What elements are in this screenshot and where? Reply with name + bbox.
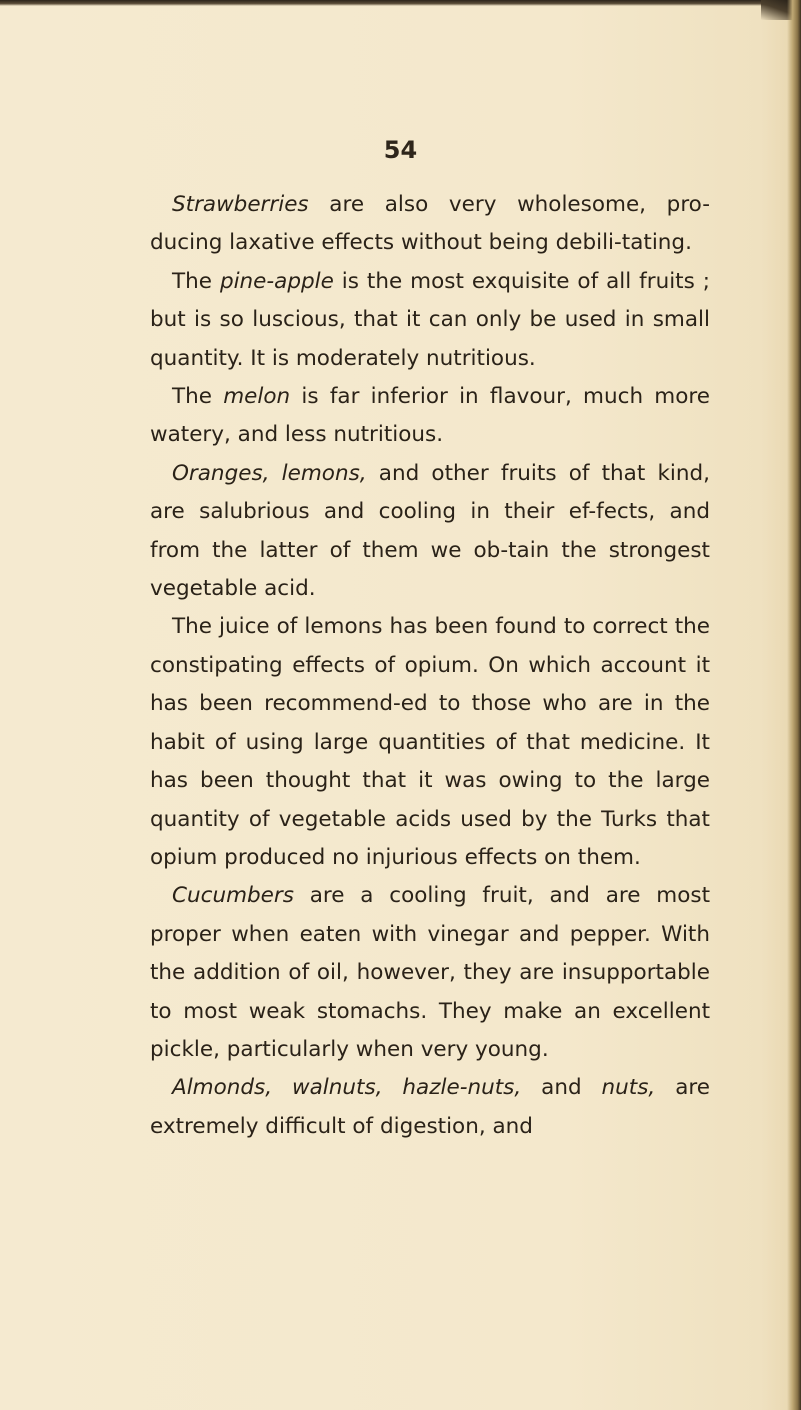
page-binding-edge: [787, 0, 801, 1410]
term-almonds-walnuts: Almonds, walnuts, hazle-nuts,: [172, 1075, 522, 1101]
term-pine-apple: pine-apple: [219, 268, 334, 294]
paragraph-strawberries: [150, 186, 710, 263]
paragraph-oranges: [150, 455, 710, 609]
paragraph-text: are also very wholesome, pro-ducing laxative effects without being debili-tating.: [150, 192, 710, 256]
paragraph-text: are a cooling fruit, and are most proper when eaten with vinegar and pepper. With the addition of oil, however, they are insupportable to most weak stomachs. They make an excellent pickle, particularly when very young.: [150, 883, 710, 1062]
paragraph-text: The juice of lemons has been found to correct the constipating effects of opium. On which account it has been recommend-ed to those who are in the habit of using large quantities of that medicine. It has been thought that it was owing to the large quantity of vegetable acids used by the Turks that opium produced no injurious effects on them.: [150, 614, 710, 870]
term-melon: melon: [223, 384, 291, 410]
paragraph-cucumbers: [150, 877, 710, 1069]
term-oranges-lemons: Oranges, lemons,: [172, 460, 367, 486]
paragraph-text: is far inferior in flavour, much more watery, and less nutritious.: [150, 384, 710, 448]
paragraph-lemon-juice: [150, 608, 710, 877]
term-cucumbers: Cucumbers: [172, 883, 294, 909]
paragraph-text: is the most exquisite of all fruits ; but is so luscious, that it can only be used in small quantity. It is moderately nutritious.: [150, 268, 710, 371]
paragraph-pine-apple: [150, 263, 710, 378]
paragraph-text: and other fruits of that kind, are salubrious and cooling in their ef-fects, and from the latter of them we ob-tain the strongest vegetable acid.: [150, 460, 710, 602]
term-nuts: nuts,: [601, 1075, 656, 1101]
body-text: [150, 186, 710, 1146]
paragraph-text: and: [521, 1075, 602, 1101]
term-strawberries: Strawberries: [172, 192, 309, 217]
page-number: 54: [383, 136, 418, 164]
paragraph-text: The: [172, 268, 220, 294]
paragraph-melon: [150, 378, 710, 455]
paragraph-nuts: [150, 1069, 710, 1146]
paragraph-text: are extremely difficult of digestion, and: [150, 1075, 710, 1139]
page-top-shadow: [0, 0, 801, 6]
paragraph-text: The: [172, 384, 224, 410]
